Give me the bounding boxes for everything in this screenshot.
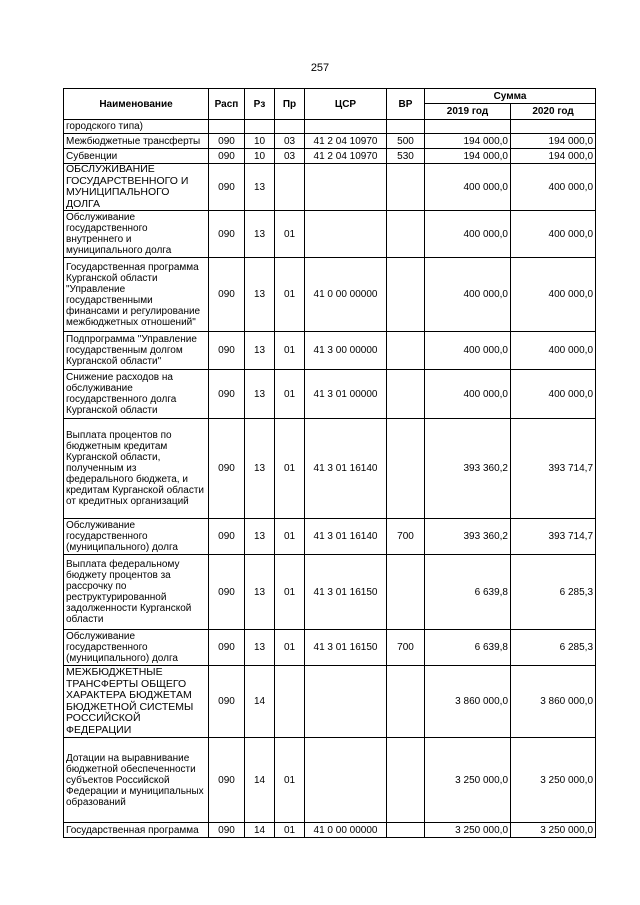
cell-rasp: 090 [209,419,245,519]
cell-pr: 01 [275,211,305,258]
cell-rz: 13 [245,332,275,370]
cell-name: Обслуживание государственного внутреннего и муниципального долга [64,211,209,258]
header-year-2020: 2020 год [511,104,596,120]
cell-name: Выплата процентов по бюджетным кредитам Курганской области, полученным из федерального бюджета, и кредитам Курганской области от кредитных организаций [64,419,209,519]
cell-name: Дотации на выравнивание бюджетной обеспеченности субъектов Российской Федерации и муниципальных образований [64,738,209,823]
cell-sum-2020: 393 714,7 [511,519,596,555]
table-row [64,419,596,519]
cell-sum-2019: 3 860 000,0 [425,666,511,738]
cell-vr [387,738,425,823]
cell-csr: 41 3 01 16140 [305,519,387,555]
cell-sum-2020: 3 860 000,0 [511,666,596,738]
cell-sum-2019: 6 639,8 [425,555,511,630]
cell-rasp: 090 [209,666,245,738]
cell-pr: 01 [275,738,305,823]
cell-name: ОБСЛУЖИВАНИЕ ГОСУДАРСТВЕННОГО И МУНИЦИПАЛЬНОГО ДОЛГА [64,164,209,211]
cell-csr [305,211,387,258]
cell-sum-2020: 6 285,3 [511,630,596,666]
cell-rz: 13 [245,211,275,258]
cell-name: Обслуживание государственного (муниципального) долга [64,519,209,555]
table-row [64,666,596,738]
cell-vr [387,164,425,211]
header-vr: ВР [387,89,425,120]
header-rz: Рз [245,89,275,120]
table-row [64,211,596,258]
cell-name: Обслуживание государственного (муниципального) долга [64,630,209,666]
cell-csr: 41 3 01 00000 [305,370,387,419]
cell-name: Выплата федеральному бюджету процентов за рассрочку по реструктурированной задолженности Курганской области [64,555,209,630]
cell-vr [387,823,425,838]
cell-pr: 01 [275,823,305,838]
cell-csr: 41 0 00 00000 [305,823,387,838]
table-row [64,370,596,419]
cell-pr: 01 [275,332,305,370]
table-row [64,738,596,823]
cell-rz: 10 [245,149,275,164]
cell-rz: 13 [245,630,275,666]
cell-pr: 01 [275,370,305,419]
cell-rz: 13 [245,519,275,555]
cell-vr [387,258,425,332]
cell-csr: 41 3 00 00000 [305,332,387,370]
cell-rasp: 090 [209,258,245,332]
cell-name: Государственная программа [64,823,209,838]
cell-pr: 01 [275,519,305,555]
cell-csr [305,164,387,211]
cell-vr [387,555,425,630]
table-row [64,519,596,555]
cell-sum-2020: 400 000,0 [511,211,596,258]
cell-vr [387,666,425,738]
cell-rz: 13 [245,164,275,211]
continuation-row [64,120,596,134]
header-sum: Сумма [425,89,596,104]
cell-rasp: 090 [209,149,245,164]
cell-rasp: 090 [209,164,245,211]
header-pr: Пр [275,89,305,120]
cell-sum-2020: 3 250 000,0 [511,738,596,823]
cell-sum-2019: 3 250 000,0 [425,738,511,823]
cell-rasp: 090 [209,370,245,419]
cell-rasp: 090 [209,134,245,149]
cell-sum-2020: 393 714,7 [511,419,596,519]
cell-rz: 13 [245,370,275,419]
cell-csr: 41 3 01 16150 [305,630,387,666]
cell-vr: 500 [387,134,425,149]
header-year-2019: 2019 год [425,104,511,120]
cell-sum-2019: 400 000,0 [425,258,511,332]
cell-sum-2019: 393 360,2 [425,419,511,519]
cell-vr: 700 [387,630,425,666]
header-rasp: Расп [209,89,245,120]
cell-pr: 03 [275,134,305,149]
cell-rz: 14 [245,666,275,738]
table-row [64,630,596,666]
continuation-text: городского типа) [64,120,209,134]
cell-pr: 03 [275,149,305,164]
cell-pr: 01 [275,419,305,519]
cell-pr: 01 [275,630,305,666]
cell-rz: 10 [245,134,275,149]
cell-name: Субвенции [64,149,209,164]
cell-name: Подпрограмма "Управление государственным долгом Курганской области" [64,332,209,370]
cell-name: Межбюджетные трансферты [64,134,209,149]
cell-rz: 13 [245,555,275,630]
cell-vr [387,211,425,258]
cell-sum-2019: 194 000,0 [425,149,511,164]
cell-sum-2020: 400 000,0 [511,258,596,332]
table-row [64,823,596,838]
table-row [64,332,596,370]
cell-rz: 14 [245,823,275,838]
header-csr: ЦСР [305,89,387,120]
cell-pr: 01 [275,258,305,332]
table-row [64,149,596,164]
cell-sum-2019: 400 000,0 [425,370,511,419]
cell-rasp: 090 [209,738,245,823]
cell-name: МЕЖБЮДЖЕТНЫЕ ТРАНСФЕРТЫ ОБЩЕГО ХАРАКТЕРА БЮДЖЕТАМ БЮДЖЕТНОЙ СИСТЕМЫ РОССИЙСКОЙ ФЕДЕРАЦИИ [64,666,209,738]
cell-vr: 530 [387,149,425,164]
cell-csr [305,738,387,823]
cell-name: Государственная программа Курганской области "Управление государственными финансами и регулирование межбюджетных отношений" [64,258,209,332]
cell-rz: 14 [245,738,275,823]
cell-sum-2020: 194 000,0 [511,134,596,149]
cell-sum-2019: 393 360,2 [425,519,511,555]
cell-rz: 13 [245,258,275,332]
cell-sum-2019: 400 000,0 [425,164,511,211]
cell-vr [387,370,425,419]
cell-vr [387,332,425,370]
cell-rasp: 090 [209,332,245,370]
cell-csr: 41 0 00 00000 [305,258,387,332]
cell-sum-2020: 400 000,0 [511,164,596,211]
cell-vr [387,419,425,519]
cell-sum-2019: 400 000,0 [425,332,511,370]
cell-sum-2019: 194 000,0 [425,134,511,149]
page-number: 257 [310,62,330,74]
cell-rz: 13 [245,419,275,519]
table-row [64,164,596,211]
header-name: Наименование [64,89,209,120]
cell-csr: 41 2 04 10970 [305,149,387,164]
cell-pr: 01 [275,555,305,630]
cell-rasp: 090 [209,630,245,666]
cell-sum-2019: 6 639,8 [425,630,511,666]
cell-sum-2019: 400 000,0 [425,211,511,258]
cell-csr: 41 3 01 16140 [305,419,387,519]
budget-table [63,88,596,838]
cell-pr [275,164,305,211]
cell-sum-2020: 400 000,0 [511,332,596,370]
cell-sum-2020: 6 285,3 [511,555,596,630]
cell-rasp: 090 [209,823,245,838]
cell-sum-2019: 3 250 000,0 [425,823,511,838]
cell-csr: 41 2 04 10970 [305,134,387,149]
cell-csr: 41 3 01 16150 [305,555,387,630]
cell-sum-2020: 194 000,0 [511,149,596,164]
cell-rasp: 090 [209,211,245,258]
cell-pr [275,666,305,738]
table-row [64,134,596,149]
cell-vr: 700 [387,519,425,555]
cell-name: Снижение расходов на обслуживание государственного долга Курганской области [64,370,209,419]
table-row [64,258,596,332]
cell-rasp: 090 [209,519,245,555]
table-row [64,555,596,630]
cell-sum-2020: 400 000,0 [511,370,596,419]
cell-sum-2020: 3 250 000,0 [511,823,596,838]
cell-rasp: 090 [209,555,245,630]
cell-csr [305,666,387,738]
